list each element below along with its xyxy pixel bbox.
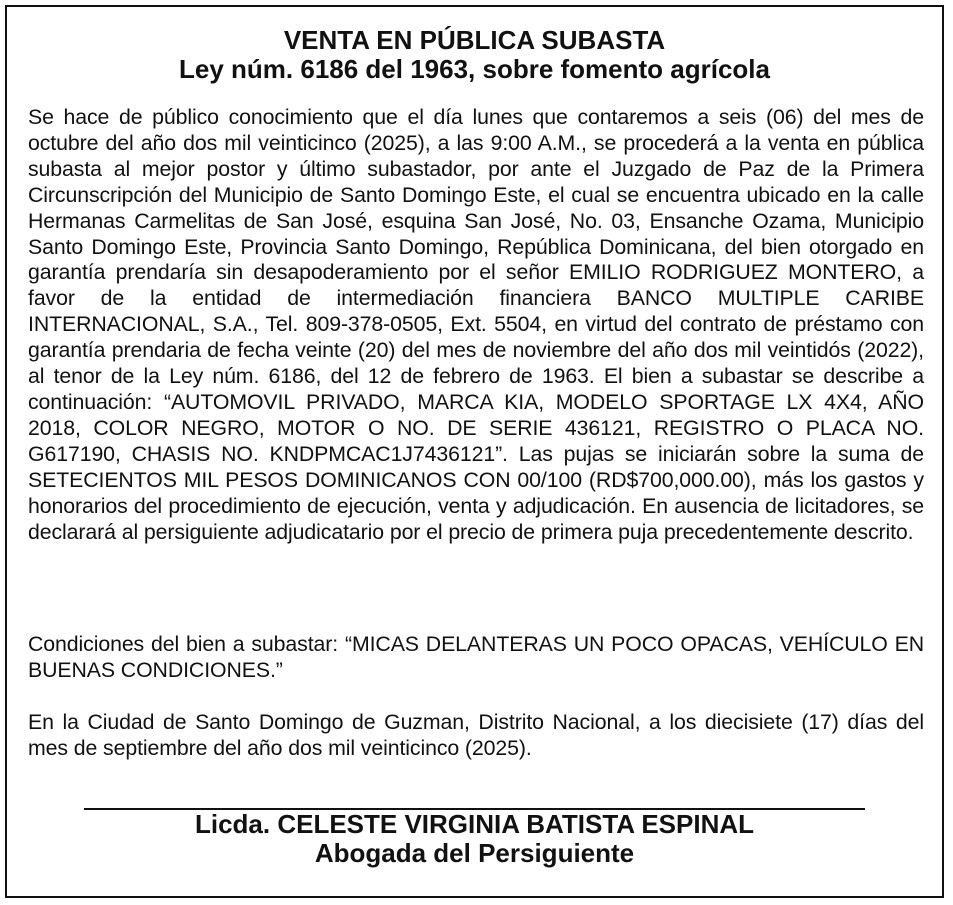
- notice-subtitle: Ley núm. 6186 del 1963, sobre fomento agrícola: [179, 54, 770, 84]
- notice-title: VENTA EN PÚBLICA SUBASTA: [283, 25, 666, 55]
- legal-notice: [5, 5, 944, 898]
- signer-name: Licda. CELESTE VIRGINIA BATISTA ESPINAL: [194, 809, 755, 839]
- notice-paragraph-auction-details: Se hace de público conocimiento que el día lunes que contaremos a seis (06) del mes de octubre del año dos mil veinticinco (2025), a las 9:00 A.M., se procederá a la venta en pública subasta al mejor postor y último subastador, por ante el Juzgado de Paz de la Primera Circunscripción del Municipio de Santo Domingo Este, el cual se encuentra ubicado en la calle Hermanas Carmelitas de San José, esquina San José, No. 03, Ensanche Ozama, Municipio Santo Domingo Este, Provincia Santo Domingo, República Dominicana, del bien otorgado en garantía prendaría sin desapoderamiento por el señor EMILIO RODRIGUEZ MONTERO, a favor de la entidad de intermediación financiera BANCO MULTIPLE CARIBE INTERNACIONAL, S.A., Tel. 809-378-0505, Ext. 5504, en virtud del contrato de préstamo con garantía prendaria de fecha veinte (20) del mes de noviembre del año dos mil veintidós (2022), al tenor de la Ley núm. 6186, del 12 de febrero de 1963. El bien a subastar se describe a continuación: “AUTOMOVIL PRIVADO, MARCA KIA, MODELO SPORTAGE LX 4X4, AÑO 2018, COLOR NEGRO, MOTOR O NO. DE SERIE 436121, REGISTRO O PLACA NO. G617190, CHASIS NO. KNDPMCAC1J7436121”. Las pujas se iniciarán sobre la suma de SETECIENTOS MIL PESOS DOMINICANOS CON 00/100 (RD$700,000.00), más los gastos y honorarios del procedimiento de ejecución, venta y adjudicación. En ausencia de licitadores, se declarará al persiguiente adjudicatario por el precio de primera puja precedentemente descrito.: [28, 105, 924, 544]
- notice-header: [7, 26, 942, 84]
- notice-paragraph-place-date: En la Ciudad de Santo Domingo de Guzman, Distrito Nacional, a los diecisiete (17) días del mes de septiembre del año dos mil veinticinco (2025).: [28, 710, 924, 760]
- signer-role: Abogada del Persiguiente: [314, 838, 635, 868]
- signature-block: [7, 810, 942, 868]
- notice-paragraph-conditions: Condiciones del bien a subastar: “MICAS DELANTERAS UN POCO OPACAS, VEHÍCULO EN BUENAS CONDICIONES.”: [28, 632, 924, 682]
